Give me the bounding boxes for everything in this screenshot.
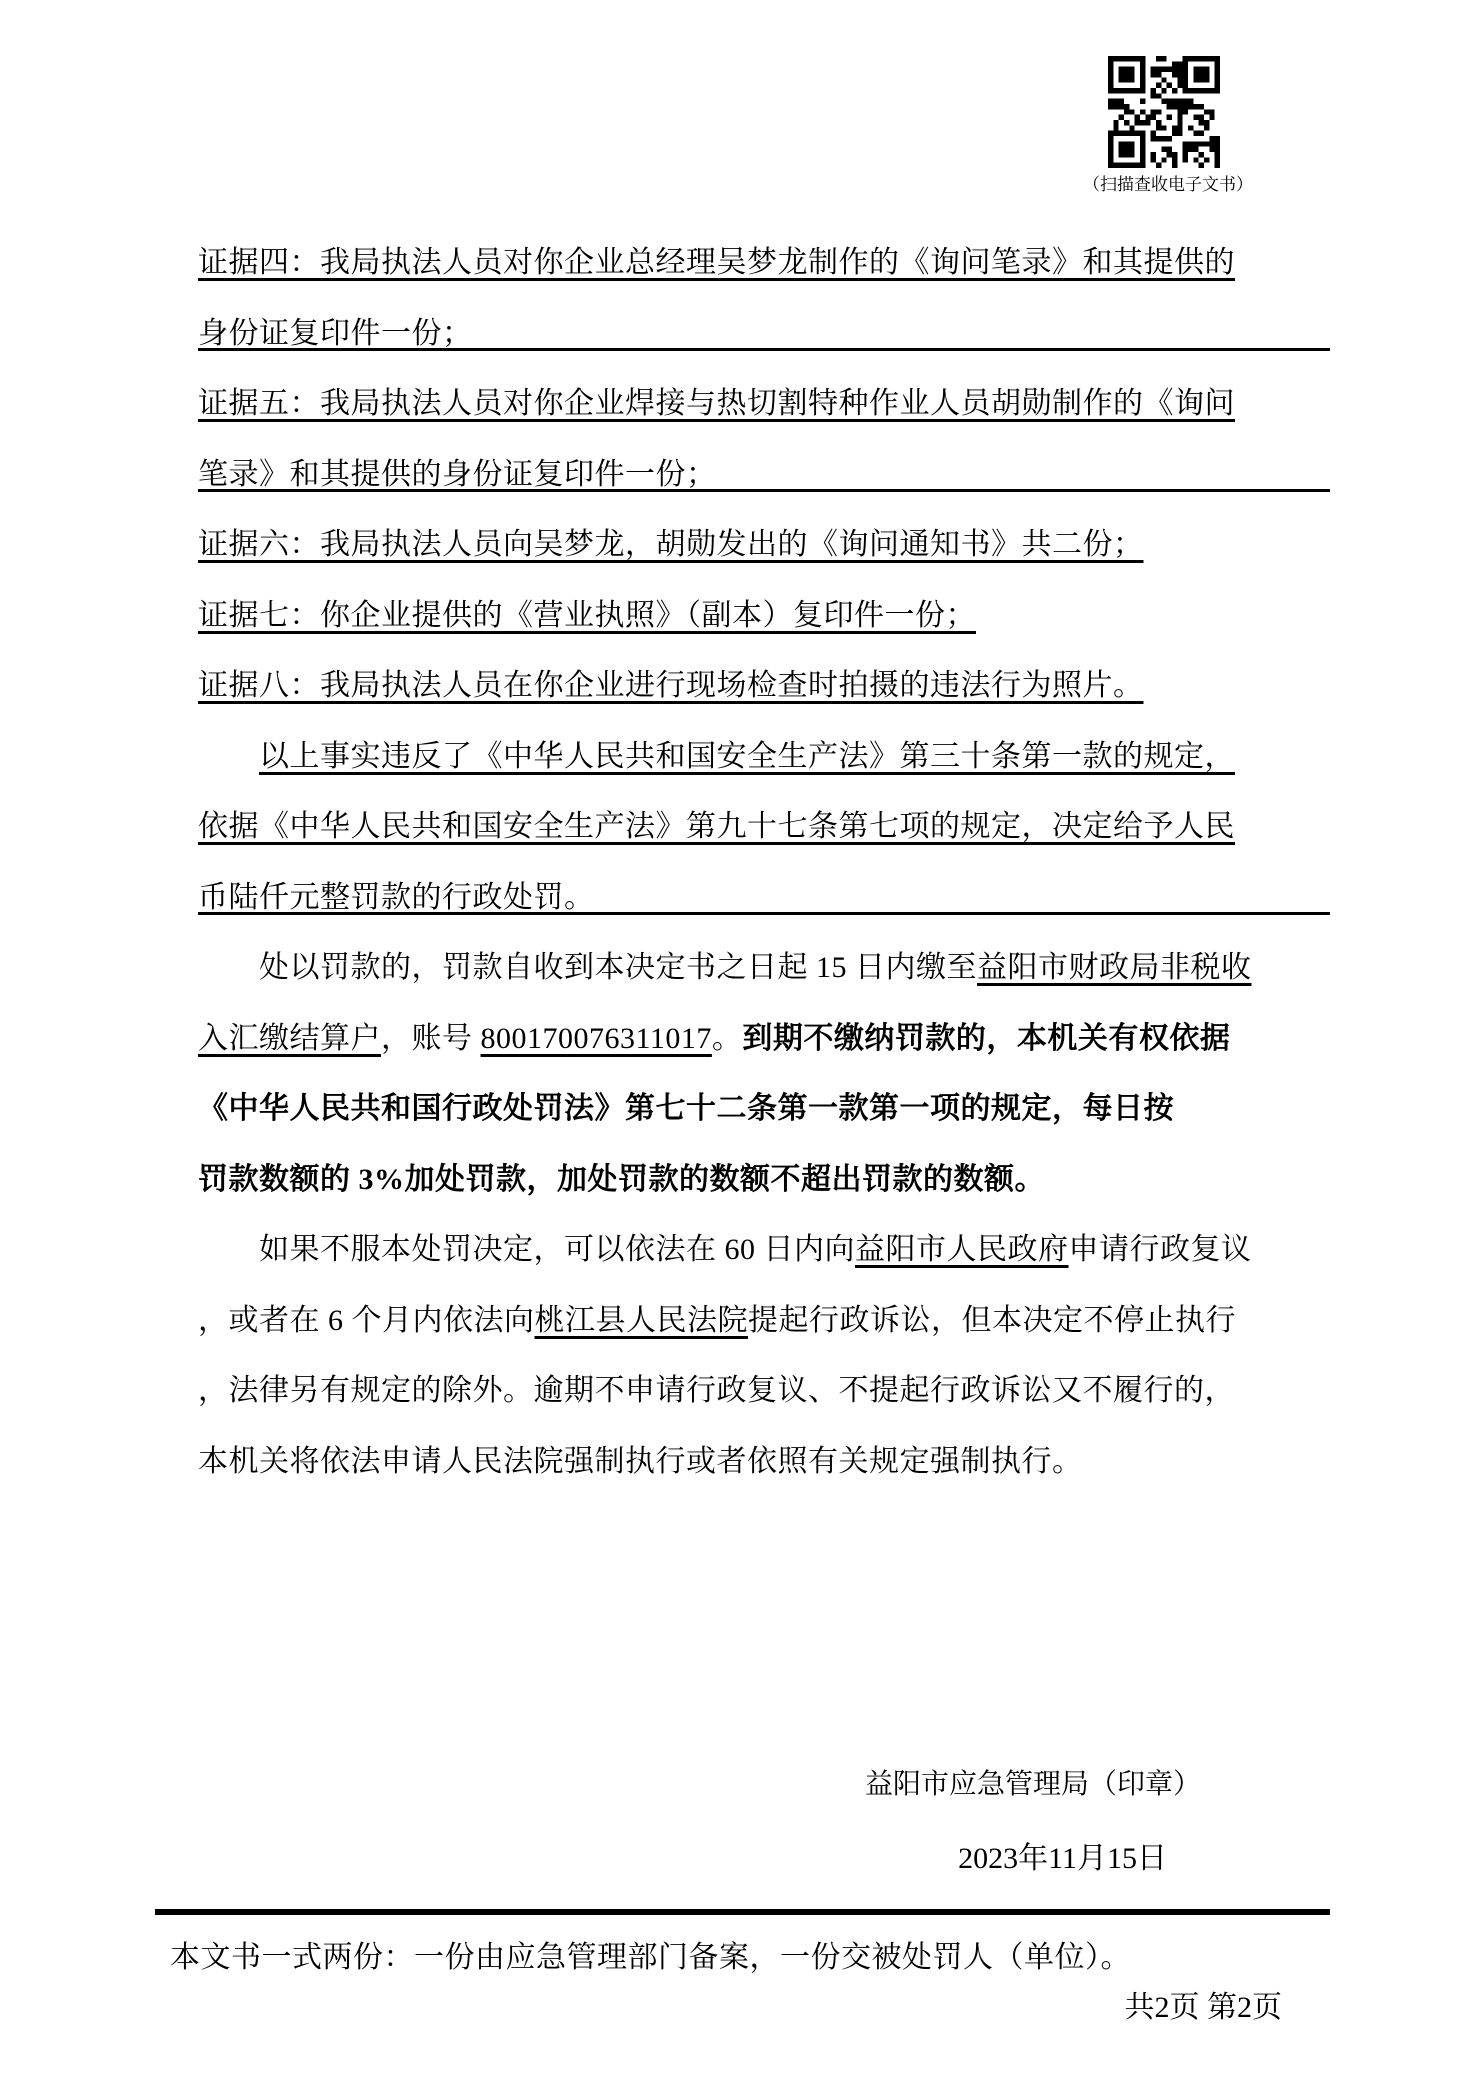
text-segment: 证据六：我局执法人员向吴梦龙，胡勋发出的《询问通知书》共二份；: [198, 528, 1144, 561]
text-line: [198, 1145, 1330, 1216]
footer-note: 本文书一式两份：一份由应急管理部门备案，一份交被处罚人（单位）。: [170, 1941, 1131, 1974]
text-line: [198, 228, 1330, 299]
text-segment: 到期不缴纳罚款的，本机关有权依据: [742, 1021, 1231, 1055]
text-segment: 《中华人民共和国行政处罚法》第七十二条第一款第一项的规定，每日按: [198, 1092, 1174, 1125]
page-number: 共2页 第2页: [1124, 1991, 1282, 2024]
text-line: [198, 722, 1330, 793]
text-segment: 证据七：你企业提供的《营业执照》（副本）复印件一份；: [198, 598, 976, 632]
text-segment: ，法律另有规定的除外。逾期不申请行政复议、不提起行政诉讼又不履行的，: [198, 1374, 1235, 1407]
signature-org: 益阳市应急管理局（印章）: [864, 1769, 1201, 1800]
text-segment: 800170076311017: [480, 1021, 712, 1055]
text-line: [198, 299, 1330, 370]
text-line: [198, 933, 1330, 1004]
text-segment: 益阳市人民政府: [855, 1233, 1069, 1266]
text-line: [198, 1356, 1330, 1427]
text-line: [198, 1215, 1330, 1286]
text-segment: 证据八：我局执法人员在你企业进行现场检查时拍摄的违法行为照片。: [198, 669, 1144, 702]
text-segment: 益阳市财政局非税收: [977, 951, 1252, 984]
text-segment: ，账号: [381, 1021, 481, 1055]
text-line: [198, 1074, 1330, 1145]
text-segment: 提起行政诉讼，但本决定不停止执行: [748, 1303, 1236, 1337]
document-body: [198, 228, 1330, 1497]
text-line: [198, 581, 1330, 652]
text-segment: 本机关将依法申请人民法院强制执行或者依照有关规定强制执行。: [198, 1444, 1083, 1478]
qr-code: [1108, 56, 1220, 168]
text-segment: 笔录》和其提供的身份证复印件一份；: [198, 457, 717, 491]
text-line: [198, 369, 1330, 440]
text-segment: 入汇缴结算户: [198, 1021, 381, 1055]
text-segment: 处以罚款的，罚款自收到本决定书之日起 15 日内缴至: [259, 951, 977, 984]
text-segment: ，或者在 6 个月内依法向: [198, 1303, 535, 1337]
text-segment: 身份证复印件一份；: [198, 316, 473, 350]
text-segment: 罚款数额的 3%加处罚款，加处罚款的数额不超出罚款的数额。: [198, 1162, 1045, 1196]
text-segment: 。: [711, 1021, 743, 1055]
text-segment: 币陆仟元整罚款的行政处罚。: [198, 880, 595, 914]
footer-rule: [155, 1909, 1330, 1915]
text-line: [198, 651, 1330, 722]
text-segment: 以上事实违反了《中华人民共和国安全生产法》第三十条第一款的规定，: [259, 739, 1235, 773]
text-line: [198, 440, 1330, 511]
text-segment: 桃江县人民法院: [534, 1303, 748, 1337]
text-segment: 证据四：我局执法人员对你企业总经理吴梦龙制作的《询问笔录》和其提供的: [198, 246, 1235, 279]
text-line: [198, 863, 1330, 934]
text-segment: 如果不服本处罚决定，可以依法在 60 日内向: [259, 1233, 855, 1266]
text-line: [198, 1286, 1330, 1357]
signature-date: 2023年11月15日: [958, 1842, 1167, 1875]
qr-caption: （扫描查收电子文书）: [1083, 175, 1253, 194]
text-segment: 证据五：我局执法人员对你企业焊接与热切割特种作业人员胡勋制作的《询问: [198, 387, 1235, 420]
text-segment: 申请行政复议: [1068, 1233, 1252, 1266]
text-segment: 依据《中华人民共和国安全生产法》第九十七条第七项的规定，决定给予人民: [198, 810, 1235, 843]
text-line: [198, 1004, 1330, 1075]
text-line: [198, 792, 1330, 863]
text-line: [198, 1427, 1330, 1498]
text-line: [198, 510, 1330, 581]
